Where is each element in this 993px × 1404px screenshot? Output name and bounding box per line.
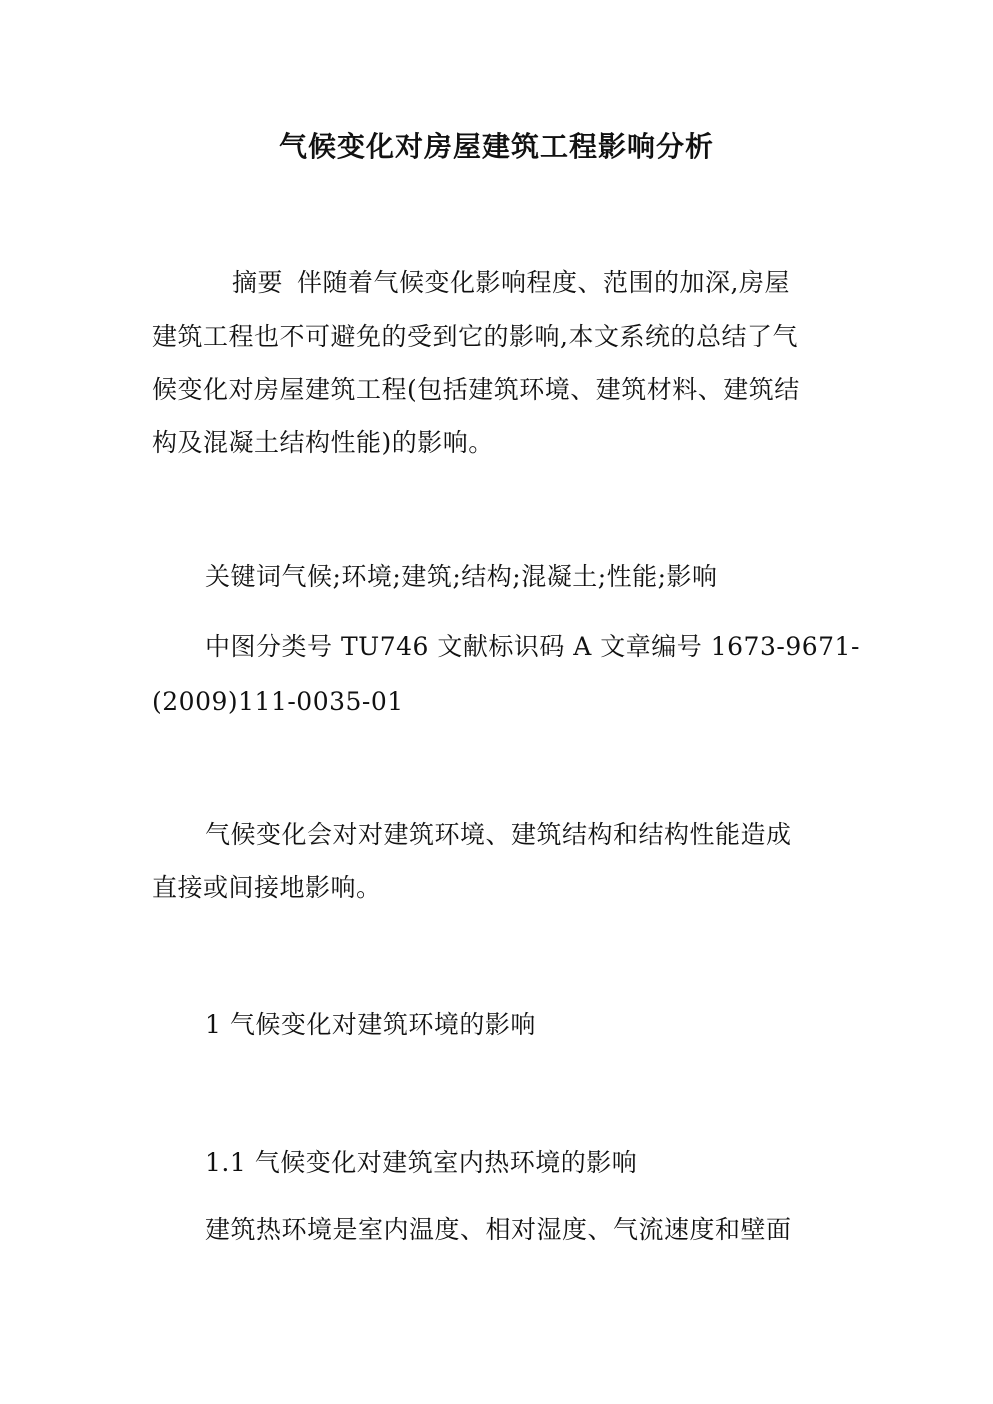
abstract-line-2: 建筑工程也不可避免的受到它的影响,本文系统的总结了气 (152, 322, 798, 351)
body-paragraph-line-1: 建筑热环境是室内温度、相对湿度、气流速度和壁面 (205, 1215, 792, 1244)
abstract-label: 摘要 (232, 268, 284, 297)
intro-line-1: 气候变化会对对建筑环境、建筑结构和结构性能造成 (205, 820, 792, 849)
classification-line-2: (2009)111-0035-01 (152, 687, 404, 716)
section-1-heading: 1 气候变化对建筑环境的影响 (205, 1010, 536, 1039)
intro-line-2: 直接或间接地影响。 (152, 873, 382, 902)
section-1-1-heading: 1.1 气候变化对建筑室内热环境的影响 (205, 1148, 638, 1177)
abstract-line-3: 候变化对房屋建筑工程(包括建筑环境、建筑材料、建筑结 (152, 375, 800, 404)
document-title: 气候变化对房屋建筑工程影响分析 (278, 130, 714, 163)
abstract-line-1 (232, 268, 790, 298)
keywords-line: 关键词气候;环境;建筑;结构;混凝土;性能;影响 (205, 562, 718, 591)
abstract-line-4: 构及混凝土结构性能)的影响。 (152, 428, 494, 457)
classification-line-1: 中图分类号 TU746 文献标识码 A 文章编号 1673-9671- (205, 632, 860, 661)
abstract-text-1: 伴随着气候变化影响程度、范围的加深,房屋 (297, 268, 790, 297)
